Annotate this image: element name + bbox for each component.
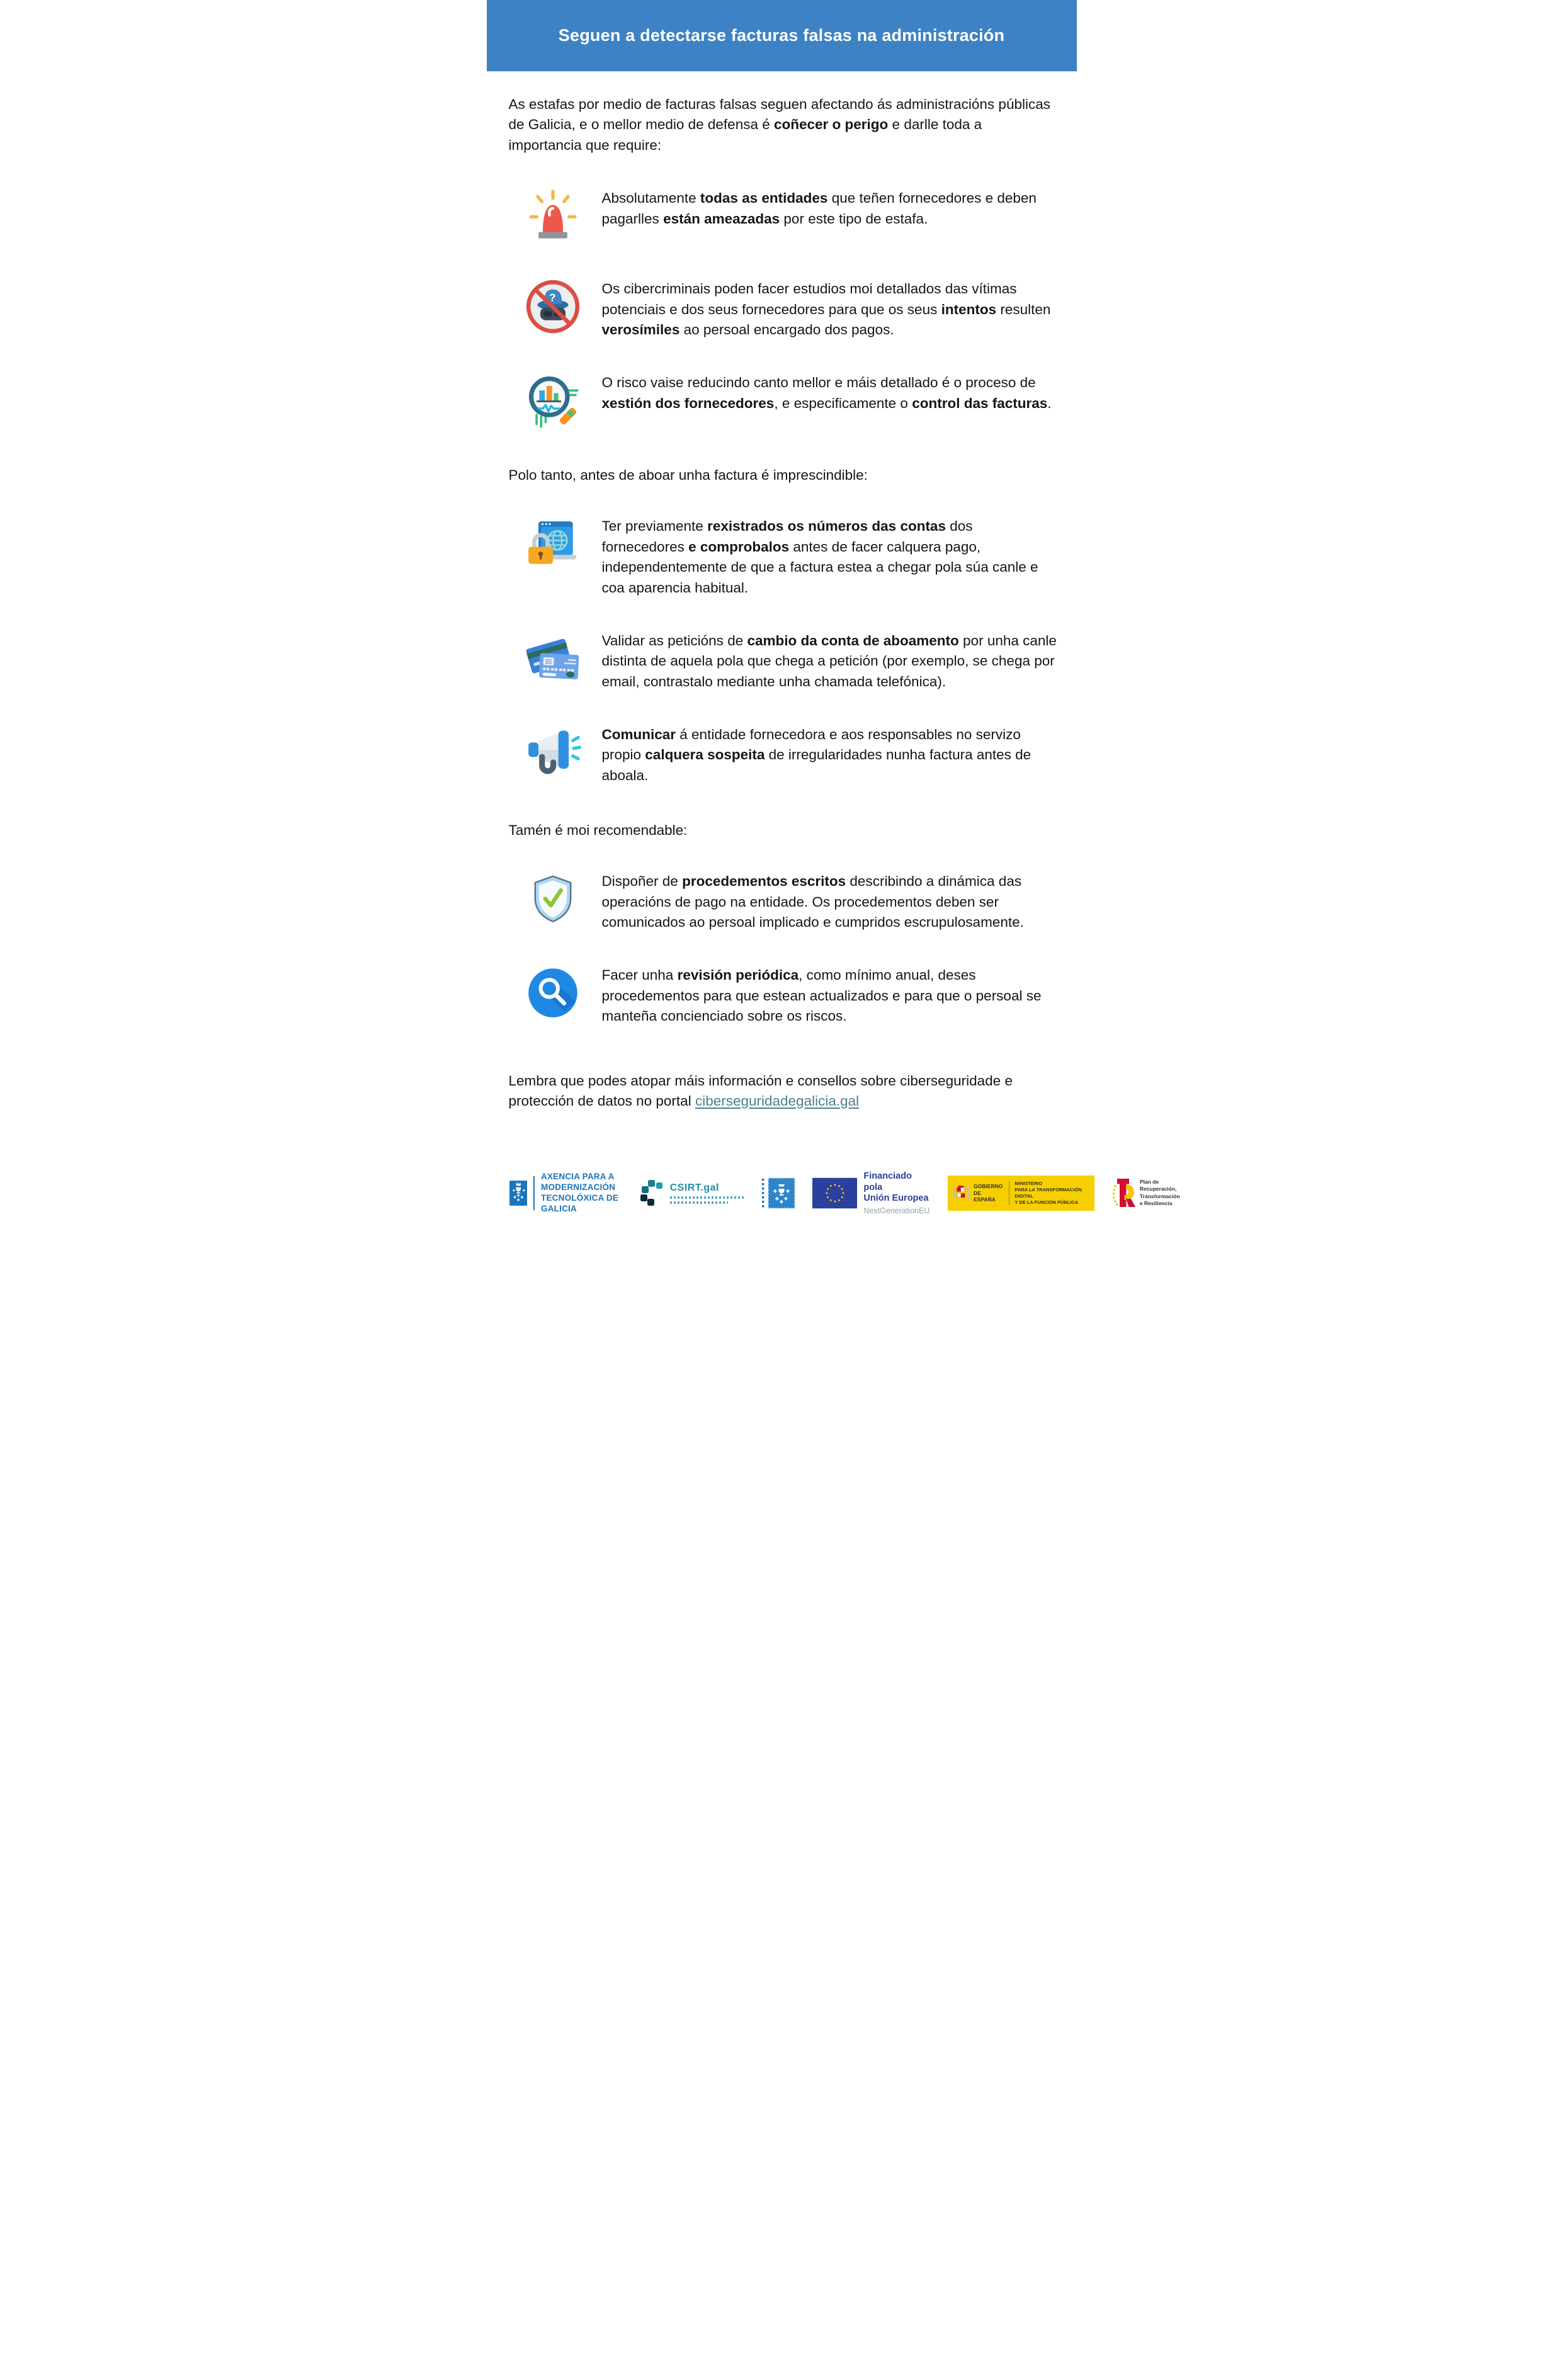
xunta-crest-icon	[509, 1176, 527, 1211]
intro-paragraph: As estafas por medio de facturas falsas seguen afectando ás administracións públicas de Galicia, e o mellor medio de defensa é coñecer o perigo e darlle toda a importancia que require:	[508, 96, 1050, 153]
secure-browser-lock-icon	[523, 514, 583, 574]
section-lead: Polo tanto, antes de aboar unha factura é imprescindible:	[508, 467, 868, 484]
eu-funding-logo	[812, 1171, 931, 1215]
list-item-text: Comunicar á entidade fornecedora e aos responsables no servizo propio calquera sospeita de irregularidades nunha factura antes de aboala.	[601, 727, 1032, 783]
content-column	[509, 94, 1059, 1111]
csirt-subtitle-redacted	[670, 1201, 728, 1204]
list-item	[509, 722, 1059, 786]
footer-logos	[509, 1171, 1180, 1215]
gobierno-espana-logo	[948, 1176, 1094, 1211]
list-item	[509, 186, 1059, 246]
eu-funding-label: Financiado pola Unión Europea NextGenerationEU	[863, 1171, 930, 1215]
siren-icon	[523, 186, 583, 246]
csirt-puzzle-icon	[640, 1179, 665, 1207]
prtr-logo	[1111, 1176, 1180, 1210]
header-band	[487, 0, 1077, 72]
section-lead: Tamén é moi recomendable:	[508, 822, 688, 839]
list-item-text: Absolutamente todas as entidades que teñen fornecedores e deben pagarlles están ameazadas por este tipo de estafa.	[601, 190, 1037, 227]
megaphone-icon	[523, 722, 583, 783]
list-item-text: Ter previamente rexistrados os números das contas dos fornecedores e comprobalos antes de facer calquera pago, independentemente de que a factura estea a chegar pola súa canle e coa aparencia habitual.	[601, 518, 1038, 596]
amtega-separator	[533, 1176, 535, 1210]
list-item-text: Facer unha revisión periódica, como mínimo anual, deses procedementos para que estean actualizados e para que o persoal se manteña concienciado sobre os riscos.	[601, 967, 1042, 1024]
list-item	[509, 370, 1059, 431]
list-item-text: Os cibercriminais poden facer estudios moi detallados das vítimas potenciais e dos seus fornecedores para que os seus intentos resulten verosímiles ao persoal encargado dos pagos.	[601, 281, 1051, 337]
page-title: Seguen a detectarse facturas falsas na administración	[558, 26, 1005, 45]
csirt-subtitle-redacted	[670, 1196, 744, 1199]
prtr-tr-icon	[1111, 1176, 1136, 1210]
ministry-label: MINISTERIO PARA LA TRANSFORMACIÓN DIGITAL Y DE LA FUNCIÓN PÚBLICA	[1015, 1181, 1082, 1205]
magnifier-chart-icon	[523, 370, 583, 431]
amtega-logo	[509, 1172, 623, 1215]
amtega-label: AXENCIA PARA A MODERNIZACIÓN TECNOLÓXICA DE GALICIA	[541, 1172, 619, 1213]
prtr-label: Plan de Recuperación, Transformación e Resiliencia	[1139, 1179, 1180, 1207]
list-item	[509, 628, 1059, 692]
svg-text:?: ?	[548, 291, 556, 304]
stamp-icon	[761, 1177, 796, 1210]
list-item	[509, 514, 1059, 598]
credit-cards-icon	[523, 628, 583, 689]
csirt-logo	[640, 1179, 744, 1207]
spain-coat-of-arms-icon	[952, 1182, 970, 1204]
ciberseguridade-portal-link[interactable]: ciberseguridadegalicia.gal	[695, 1092, 860, 1109]
newsletter-page	[391, 0, 1180, 1247]
list-item-text: Dispoñer de procedementos escritos describindo a dinámica das operacións de pago na entidade. Os procedementos deben ser comunicados ao persoal implicado e cumpridos escrupulosamente.	[601, 873, 1024, 931]
list-item	[509, 276, 1059, 340]
stamp-logo	[761, 1177, 796, 1210]
closing-text: Lembra que podes atopar máis información e consellos sobre ciberseguridade e protección de datos no portal	[508, 1072, 1013, 1109]
search-circle-icon	[523, 963, 583, 1023]
closing-paragraph	[509, 1071, 1059, 1112]
shield-check-icon	[523, 869, 583, 929]
list-item	[509, 963, 1059, 1026]
list-item	[509, 869, 1059, 932]
gobierno-label: GOBIERNO DE ESPAÑA	[974, 1183, 1003, 1203]
list-item-text: O risco vaise reducindo canto mellor e máis detallado é o proceso de xestión dos fornecedores, e especificamente o control das facturas.	[601, 375, 1052, 411]
eu-flag-icon	[812, 1177, 858, 1209]
list-item-text: Validar as peticións de cambio da conta de aboamento por unha canle distinta de aquela pola que chega a petición (por exemplo, se chega por email, contrastalo mediante unha chamada telefónica).	[601, 632, 1057, 689]
csirt-label: CSIRT.gal	[670, 1182, 744, 1204]
anonymous-criminal-blocked-icon	[523, 276, 583, 337]
